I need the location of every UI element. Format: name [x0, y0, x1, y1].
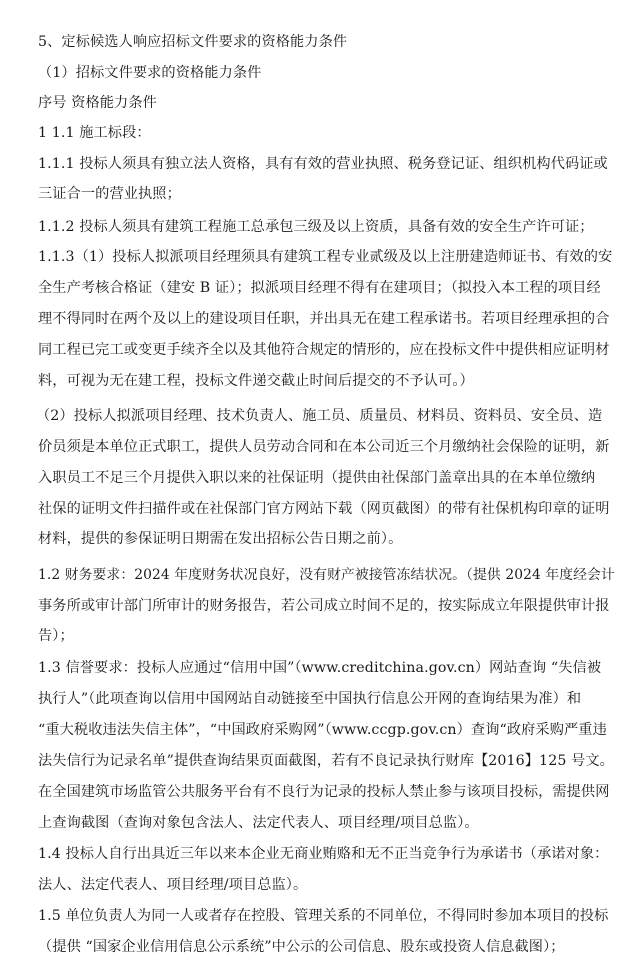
subsection-heading: （1）招标文件要求的资格能力条件: [38, 65, 262, 81]
item-1-1-1-line2: 三证合一的营业执照；: [38, 186, 181, 202]
item-1-3-line1: 1.3 信誉要求：投标人应通过“信用中国”（www.creditchina.gov.cn）网站查询 “失信被: [38, 660, 602, 676]
item-1-2-line2: 事务所或审计部门所审计的财务报告，若公司成立时间不足的，按实际成立年限提供审计报: [38, 598, 610, 614]
section-heading: 5、定标候选人响应招标文件要求的资格能力条件: [38, 34, 348, 50]
item-1-3-line3: “重大税收违法失信主体”，“中国政府采购网”（www.ccgp.gov.cn）查询“政府采购严重违: [38, 722, 607, 738]
item-2-line5: 材料，提供的参保证明日期需在发出招标公告日期之前）。: [38, 531, 403, 547]
item-2-line2: 价员须是本单位正式职工，提供人员劳动合同和在本公司近三个月缴纳社会保险的证明，新: [38, 439, 610, 455]
item-1-4-line2: 法人、法定代表人、项目经理/项目总监）。: [38, 877, 308, 893]
item-1-5-line2: （提供 “国家企业信用信息公示系统”中公示的公司信息、股东或投资人信息截图）；: [38, 939, 565, 955]
item-1-4-line1: 1.4 投标人自行出具近三年以来本企业无商业贿赂和无不正当竞争行为承诺书（承诺对象：: [38, 846, 609, 862]
item-2-line1: （2）投标人拟派项目经理、技术负责人、施工员、质量员、材料员、资料员、安全员、造: [36, 408, 603, 424]
item-2-line3: 入职员工不足三个月提供入职以来的社保证明（提供由社保部门盖章出具的在本单位缴纳: [38, 470, 596, 486]
item-1-1-3-line2: 全生产考核合格证（建安 B 证）；拟派项目经理不得有在建项目；（拟投入本工程的项目经: [38, 280, 601, 296]
item-1-3-line4: 法失信行为记录名单”提供查询结果页面截图，若有不良记录执行财库【2016】125 号文。: [38, 753, 614, 769]
item-1-5-line1: 1.5 单位负责人为同一人或者存在控股、管理关系的不同单位，不得同时参加本项目的投标: [38, 908, 609, 924]
item-1-1-3-line4: 同工程已完工或变更手续齐全以及其他符合规定的情形的，应在投标文件中提供相应证明材: [38, 342, 610, 358]
item-1-1-3-line5: 料，可视为无在建工程，投标文件递交截止时间后提交的不予认可。）: [38, 373, 474, 389]
item-1-1-1-line1: 1.1.1 投标人须具有独立法人资格，具有有效的营业执照、税务登记证、组织机构代码证或: [38, 156, 608, 172]
table-header: 序号 资格能力条件: [38, 95, 157, 111]
item-1-2-line3: 告）；: [38, 628, 74, 644]
item-1-3-line5: 在全国建筑市场监管公共服务平台有不良行为记录的投标人禁止参与该项目投标，需提供网: [38, 784, 610, 800]
item-1-2-line1: 1.2 财务要求：2024 年度财务状况良好，没有财产被接管冻结状况。（提供 2024 年度经会计: [38, 567, 615, 583]
item-1-1-3-line3: 理不得同时在两个及以上的建设项目任职，并出具无在建工程承诺书。若项目经理承担的合: [38, 311, 610, 327]
item-1-1-3-line1: 1.1.3（1）投标人拟派项目经理须具有建筑工程专业贰级及以上注册建造师证书、有效的安: [38, 249, 613, 265]
item-1-3-line6: 上查询截图（查询对象包含法人、法定代表人、项目经理/项目总监）。: [38, 815, 479, 831]
item-2-line4: 社保的证明文件扫描件或在社保部门官方网站下载（网页截图）的带有社保机构印章的证明: [38, 501, 610, 517]
item-1-3-line2: 执行人”（此项查询以信用中国网站自动链接至中国执行信息公开网的查询结果为准）和: [38, 691, 582, 707]
item-1-1: 1 1.1 施工标段：: [38, 125, 151, 141]
item-1-1-2: 1.1.2 投标人须具有建筑工程施工总承包三级及以上资质，具备有效的安全生产许可证；: [38, 219, 594, 235]
